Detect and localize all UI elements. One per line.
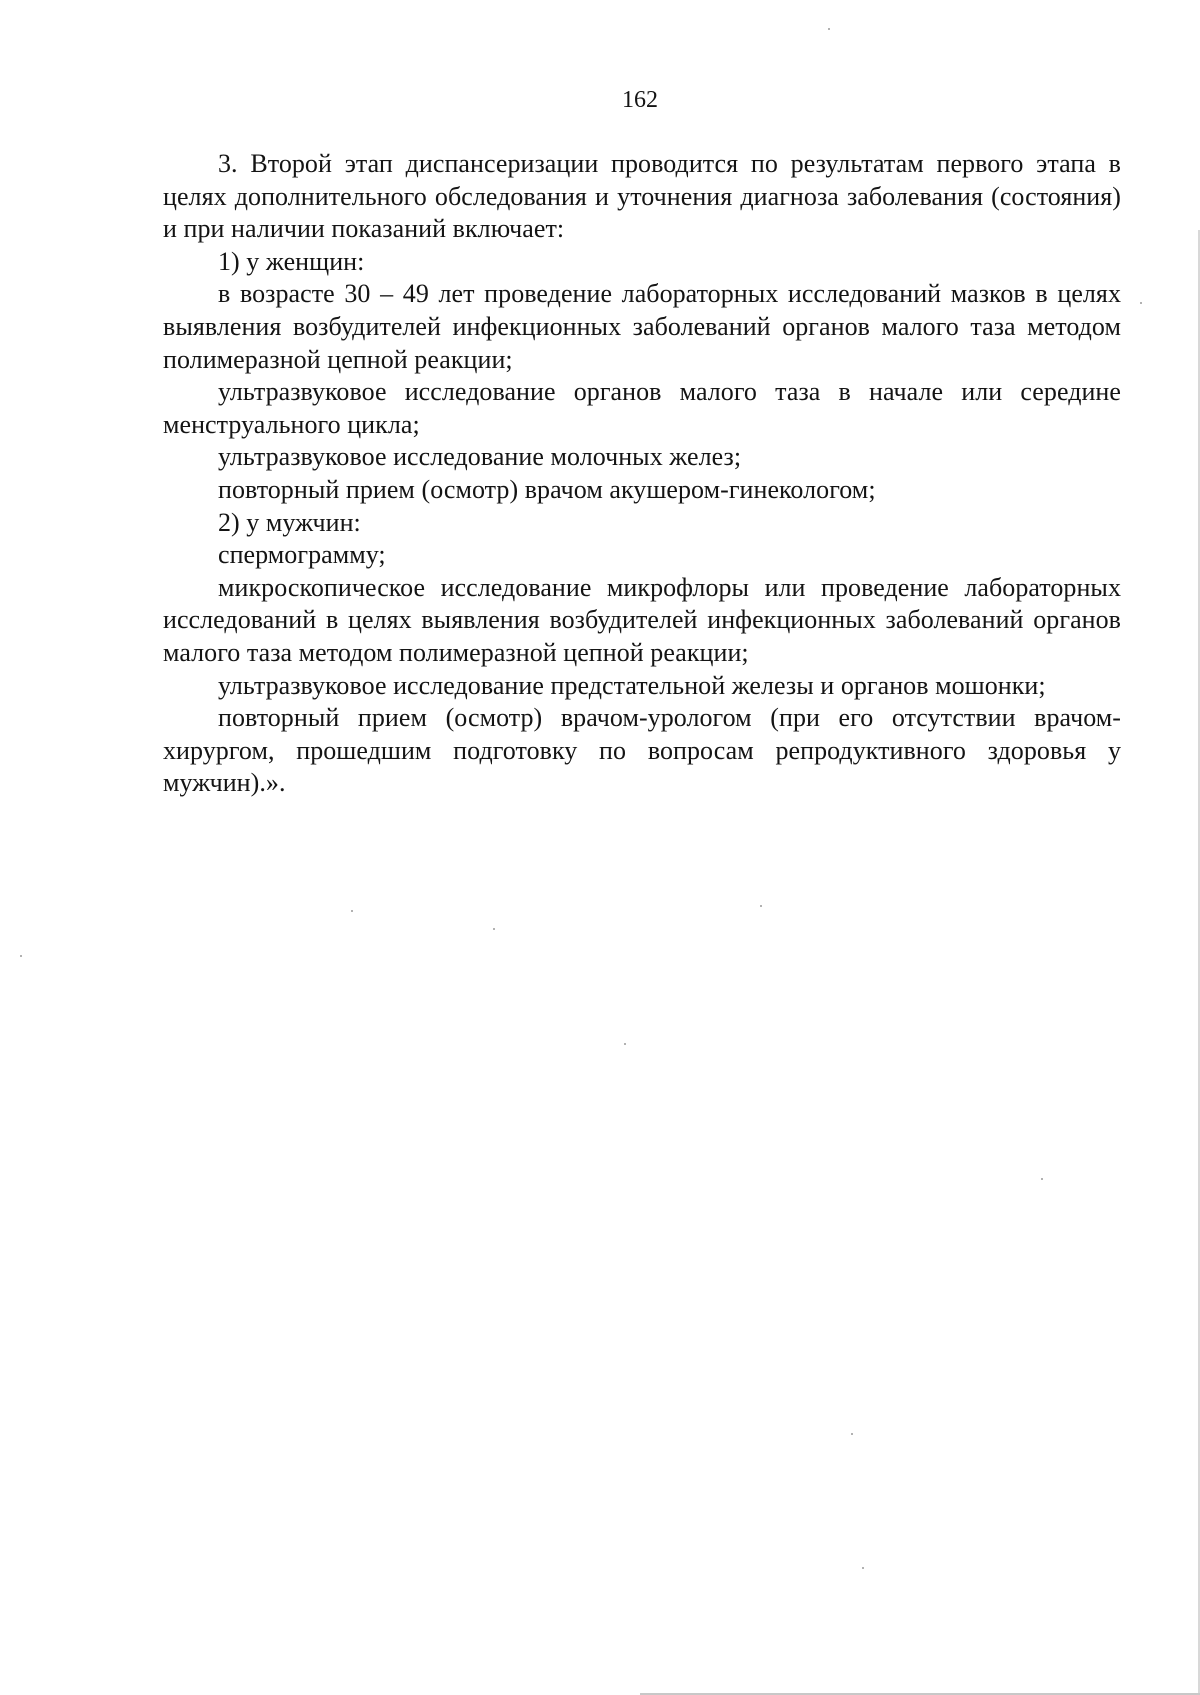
paragraph-women-pelvic-ultrasound: ультразвуковое исследование органов малого таза в начале или середине менструального цикла; <box>163 377 1121 439</box>
paragraph-men-microflora: микроскопическое исследование микрофлоры или проведение лабораторных исследований в целях выявления возбудителей инфекционных заболеваний органов малого таза методом полимеразной цепной реакции; <box>163 572 1121 667</box>
paragraph-stage-two-intro: 3. Второй этап диспансеризации проводится по результатам первого этапа в целях дополнительного обследования и уточнения диагноза заболевания (состояния) и при наличии показаний включает: <box>163 149 1121 244</box>
paragraph-women-heading: 1) у женщин: <box>218 246 365 276</box>
scan-speck <box>493 928 495 930</box>
page-number: 162 <box>622 87 658 113</box>
paragraph-women-gynecologist-visit: повторный прием (осмотр) врачом акушером-гинекологом; <box>218 474 876 504</box>
paragraph-men-heading: 2) у мужчин: <box>218 507 361 537</box>
scan-speck <box>20 955 22 957</box>
scan-speck <box>351 910 353 912</box>
scan-speck <box>862 1567 864 1569</box>
paragraph-women-lab-tests: в возрасте 30 – 49 лет проведение лабораторных исследований мазков в целях выявления возбудителей инфекционных заболеваний органов малого таза методом полимеразной цепной реакции; <box>163 279 1121 374</box>
scan-speck <box>1041 1178 1043 1180</box>
scan-speck <box>851 1433 853 1435</box>
scan-speck <box>760 905 762 907</box>
paragraph-men-prostate-ultrasound: ультразвуковое исследование предстательной железы и органов мошонки; <box>218 670 1046 700</box>
scan-speck <box>828 28 830 30</box>
scan-speck <box>1140 302 1142 304</box>
scan-speck <box>624 1043 626 1045</box>
paragraph-men-urologist-visit: повторный прием (осмотр) врачом-урологом (при его отсутствии врачом-хирургом, прошедшим подготовку по вопросам репродуктивного здоровья у мужчин).». <box>163 703 1121 798</box>
document-body <box>163 148 1121 800</box>
paragraph-men-spermogram: спермограмму; <box>218 540 386 570</box>
paragraph-women-breast-ultrasound: ультразвуковое исследование молочных желез; <box>218 442 742 472</box>
